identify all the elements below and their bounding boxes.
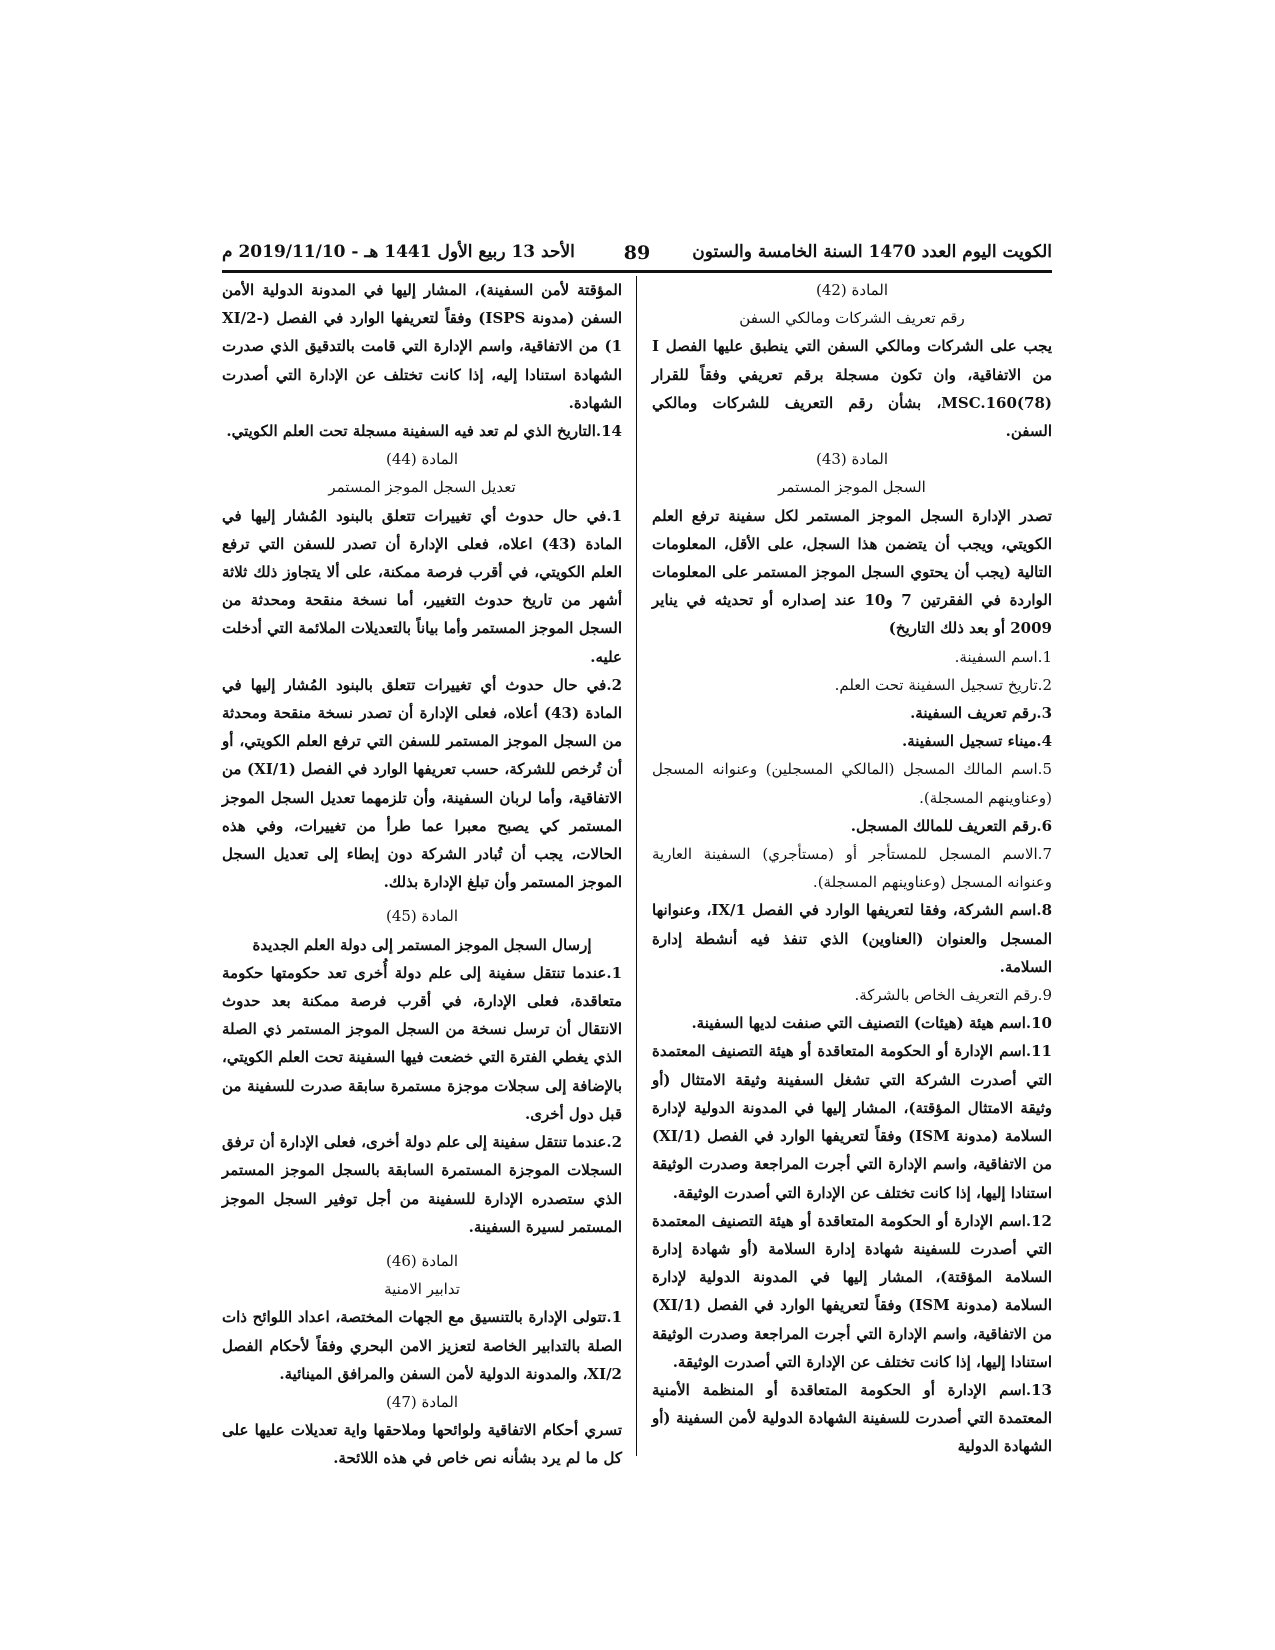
list-item: 4.ميناء تسجيل السفينة. — [902, 732, 1052, 751]
page-number: 89 — [623, 242, 651, 264]
list-item: 14.التاريخ الذي لم تعد فيه السفينة مسجلة تحت العلم الكويتي. — [226, 422, 622, 441]
paragraph: المؤقتة لأمن السفينة)، المشار إليها في المدونة الدولية الأمن السفن (مدونة ISPS) وفقاً لتعريفها الوارد في الفصل (XI/2-1) من الاتفاقية، واسم الإدارة التي قامت بالتدقيق الذي صدرت الشهادة استنادا إليه، إذا كانت تختلف عن الإدارة التي أصدرت الشهادة. — [222, 281, 622, 412]
paragraph: يجب على الشركات ومالكي السفن التي ينطبق عليها الفصل I من الاتفاقية، وان تكون مسجلة برقم تعريفي وفقاً للقرار MSC.160(78)، بشأن رقم التعريف للشركات ومالكي السفن. — [652, 337, 1052, 441]
paragraph: تصدر الإدارة السجل الموجز المستمر لكل سفينة ترفع العلم الكويتي، ويجب أن يتضمن هذا السجل، على الأقل، المعلومات التالية (يجب أن يحتوي السجل الموجز المستمر على المعلومات الواردة في الفقرتين 7 و10 عند إصداره أو تحديثه في يناير 2009 أو بعد ذلك التاريخ) — [652, 506, 1053, 638]
list-item: 5.اسم المالك المسجل (المالكي المسجلين) وعنوانه المسجل (وعناوينهم المسجلة). — [652, 760, 1052, 807]
list-item: 7.الاسم المسجل للمستأجر أو (مستأجري) السفينة العارية وعنوانه المسجل (وعناوينهم المسجلة). — [652, 845, 1052, 892]
right-column — [652, 276, 1052, 1461]
article-heading: المادة (46) — [385, 1251, 459, 1270]
header-date: الأحد 13 ربيع الأول 1441 هـ - 2019/11/10 م — [222, 242, 575, 262]
header-publication-info: الكويت اليوم العدد 1470 السنة الخامسة والستون — [692, 242, 1052, 262]
article-heading: المادة (43) — [815, 450, 889, 469]
list-item: 1.في حال حدوث أي تغييرات تتعلق بالبنود المُشار إليها في المادة (43) اعلاه، فعلى الإدارة أن تصدر للسفن التي ترفع العلم الكويتي، في أقرب فرصة ممكنة، على ألا يتجاوز ذلك ثلاثة أشهر من تاريخ حدوث التغيير، أما نسخة منقحة ومحدثة من السجل الموجز المستمر وأما بياناً بالتعديلات الملائمة التي أدخلت عليه. — [222, 506, 623, 666]
article-heading: المادة (47) — [385, 1392, 459, 1411]
paragraph: تسري أحكام الاتفاقية ولوائحها وملاحقها واية تعديلات عليها على كل ما لم يرد بشأنه نص خاص في هذه اللائحة. — [222, 1421, 622, 1468]
list-item: 1.عندما تنتقل سفينة إلى علم دولة أُخرى تعد حكومتها حكومة متعاقدة، فعلى الإدارة، في أقرب فرصة ممكنة بعد حدوث الانتقال أن ترسل نسخة من السجل الموجز المستمر ذي الصلة الذي يغطي الفترة التي خضعت فيها السفينة تحت العلم الكويتي، بالإضافة إلى سجلات موجزة مستمرة سابقة صدرت للسفينة من قبل دول أخرى. — [222, 963, 622, 1123]
list-item: 12.اسم الإدارة أو الحكومة المتعاقدة أو هيئة التصنيف المعتمدة التي أصدرت للسفينة شهادة إدارة السلامة (أو شهادة إدارة السلامة المؤقتة)، المشار إليها في المدونة الدولية لإدارة السلامة (مدونة ISM) وفقاً لتعريفها الوارد في الفصل (XI/1) من الاتفاقية، واسم الإدارة التي أجرت المراجعة وصدرت الوثيقة استنادا إليها، إذا كانت تختلف عن الإدارة التي أصدرت الوثيقة. — [652, 1211, 1052, 1371]
article-title: تعديل السجل الموجز المستمر — [328, 478, 516, 497]
article-title: رقم تعريف الشركات ومالكي السفن — [739, 309, 965, 328]
list-item: 10.اسم هيئة (هيئات) التصنيف التي صنفت لديها السفينة. — [691, 1014, 1052, 1033]
article-heading: المادة (45) — [385, 907, 459, 926]
list-item: 8.اسم الشركة، وفقا لتعريفها الوارد في الفصل IX/1، وعنوانها المسجل والعنوان (العناوين) الذي تنفذ فيه أنشطة إدارة السلامة. — [652, 901, 1052, 976]
list-item: 6.رقم التعريف للمالك المسجل. — [850, 816, 1052, 835]
list-item: 9.رقم التعريف الخاص بالشركة. — [854, 986, 1052, 1005]
page-header — [222, 236, 1052, 273]
article-title: إرسال السجل الموجز المستمر إلى دولة العلم الجديدة — [252, 935, 592, 954]
list-item: 2.تاريخ تسجيل السفينة تحت العلم. — [834, 675, 1052, 694]
list-item: 2.عندما تنتقل سفينة إلى علم دولة أخرى، فعلى الإدارة أن ترفق السجلات الموجزة المستمرة السابقة بالسجل الموجز المستمر الذي ستصدره الإدارة للسفينة من أجل توفير السجل الموجز المستمر لسيرة السفينة. — [222, 1133, 622, 1236]
list-item: 3.رقم تعريف السفينة. — [910, 704, 1052, 723]
article-heading: المادة (44) — [385, 450, 459, 469]
list-item: 13.اسم الإدارة أو الحكومة المتعاقدة أو المنظمة الأمنية المعتمدة التي أصدرت للسفينة الشهادة الدولية لأمن السفينة (أو الشهادة الدولية — [652, 1380, 1052, 1456]
list-item: 1.اسم السفينة. — [954, 647, 1052, 666]
left-column — [222, 276, 622, 1473]
list-item: 2.في حال حدوث أي تغييرات تتعلق بالبنود المُشار إليها في المادة (43) أعلاه، فعلى الإدارة أن تصدر نسخة منقحة ومحدثة من السجل الموجز المستمر للسفن التي ترفع العلم الكويتي، أو أن تُرخص للشركة، حسب تعريفها الوارد في الفصل (XI/1) من الاتفاقية، وأما لربان السفينة، وأن تلزمهما تعديل السجل الموجز المستمر كي يصبح معبرا عما طرأ من تغييرات، وفي هذه الحالات، يجب أن تُبادر الشركة دون إبطاء إلى تعديل السجل الموجز المستمر وأن تبلغ الإدارة بذلك. — [222, 675, 622, 892]
article-heading: المادة (42) — [815, 281, 889, 299]
article-title: السجل الموجز المستمر — [778, 478, 926, 497]
list-item: 11.اسم الإدارة أو الحكومة المتعاقدة أو هيئة التصنيف المعتمدة التي أصدرت الشركة التي تشغل السفينة وثيقة الامتثال (أو وثيقة الامتثال المؤقتة)، المشار إليها في المدونة الدولية لإدارة السلامة (مدونة ISM) وفقاً لتعريفها الوارد في الفصل (XI/1) من الاتفاقية، واسم الإدارة التي أجرت المراجعة وصدرت الوثيقة استنادا إليها، إذا كانت تختلف عن الإدارة التي أصدرت الوثيقة. — [652, 1042, 1052, 1202]
column-divider — [636, 276, 637, 1456]
list-item: 1.تتولى الإدارة بالتنسيق مع الجهات المختصة، اعداد اللوائح ذات الصلة بالتدابير الخاصة لتعزيز الامن البحري وفقاً لأحكام الفصل XI/2، والمدونة الدولية لأمن السفن والمرافق المينائية. — [222, 1308, 622, 1383]
article-title: تدابير الامنية — [384, 1280, 460, 1299]
